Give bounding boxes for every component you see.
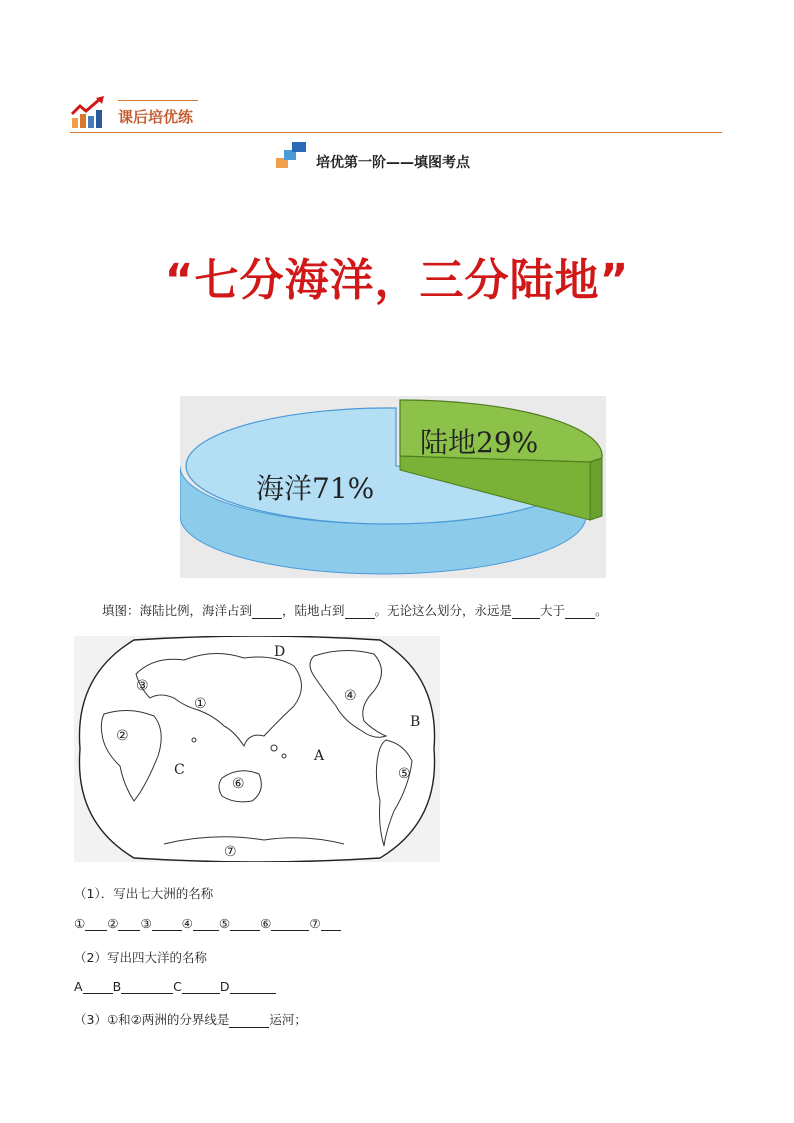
ocean-label-B: B	[410, 714, 421, 730]
ocean-blank-B[interactable]	[121, 981, 173, 994]
header-title: 课后培优练	[118, 108, 194, 126]
land-ratio-blank[interactable]	[345, 606, 375, 619]
answer-blank-4[interactable]	[193, 918, 219, 931]
ocean-label-A: A	[314, 748, 325, 764]
ocean-label-D: D	[274, 644, 286, 660]
continent-label-7: ⑦	[224, 844, 237, 860]
answer-blank-7[interactable]	[321, 918, 341, 931]
continent-label-2: ②	[116, 728, 129, 744]
question-3: （3）①和②两洲的分界线是 运河；	[74, 1012, 307, 1027]
continent-label-5: ⑤	[398, 766, 411, 782]
continent-label-1: ①	[194, 696, 207, 712]
header-accent-line	[118, 100, 198, 101]
canal-blank[interactable]	[229, 1015, 269, 1028]
question-1-blanks: ① ② ③ ④ ⑤ ⑥ ⑦	[74, 916, 341, 931]
ocean-blank-D[interactable]	[230, 981, 276, 994]
continent-label-6: ⑥	[232, 776, 245, 792]
world-map	[74, 636, 440, 862]
ocean-blank-C[interactable]	[182, 981, 220, 994]
answer-blank-2[interactable]	[118, 918, 140, 931]
larger-blank[interactable]	[512, 606, 540, 619]
answer-blank-5[interactable]	[230, 918, 260, 931]
ocean-label-C: C	[174, 762, 185, 778]
land-label: 陆地29%	[420, 426, 539, 459]
answer-blank-6[interactable]	[271, 918, 309, 931]
question-2: （2）写出四大洋的名称	[74, 950, 207, 965]
growth-chart-icon	[70, 96, 108, 130]
ocean-label: 海洋71%	[256, 472, 375, 505]
question-1: （1）．写出七大洲的名称	[74, 886, 214, 901]
section-title: 培优第一阶——填图考点	[316, 155, 470, 171]
ocean-ratio-blank[interactable]	[252, 606, 282, 619]
page-title: “七分海洋，三分陆地”	[164, 255, 630, 306]
land-ocean-pie-chart	[180, 396, 606, 578]
question-2-blanks: A B C D	[74, 979, 276, 994]
answer-blank-1[interactable]	[85, 918, 107, 931]
smaller-blank[interactable]	[565, 606, 595, 619]
header-divider	[70, 132, 722, 133]
land-slice-side	[590, 458, 602, 520]
continent-label-4: ④	[344, 688, 357, 704]
ocean-blank-A[interactable]	[83, 981, 113, 994]
fill-in-sentence: 填图：海陆比例，海洋占到 ，陆地占到 。无论这么划分，永远是 大于 。	[102, 603, 608, 618]
continent-label-3: ③	[136, 678, 149, 694]
answer-blank-3[interactable]	[152, 918, 182, 931]
steps-icon	[276, 140, 310, 168]
